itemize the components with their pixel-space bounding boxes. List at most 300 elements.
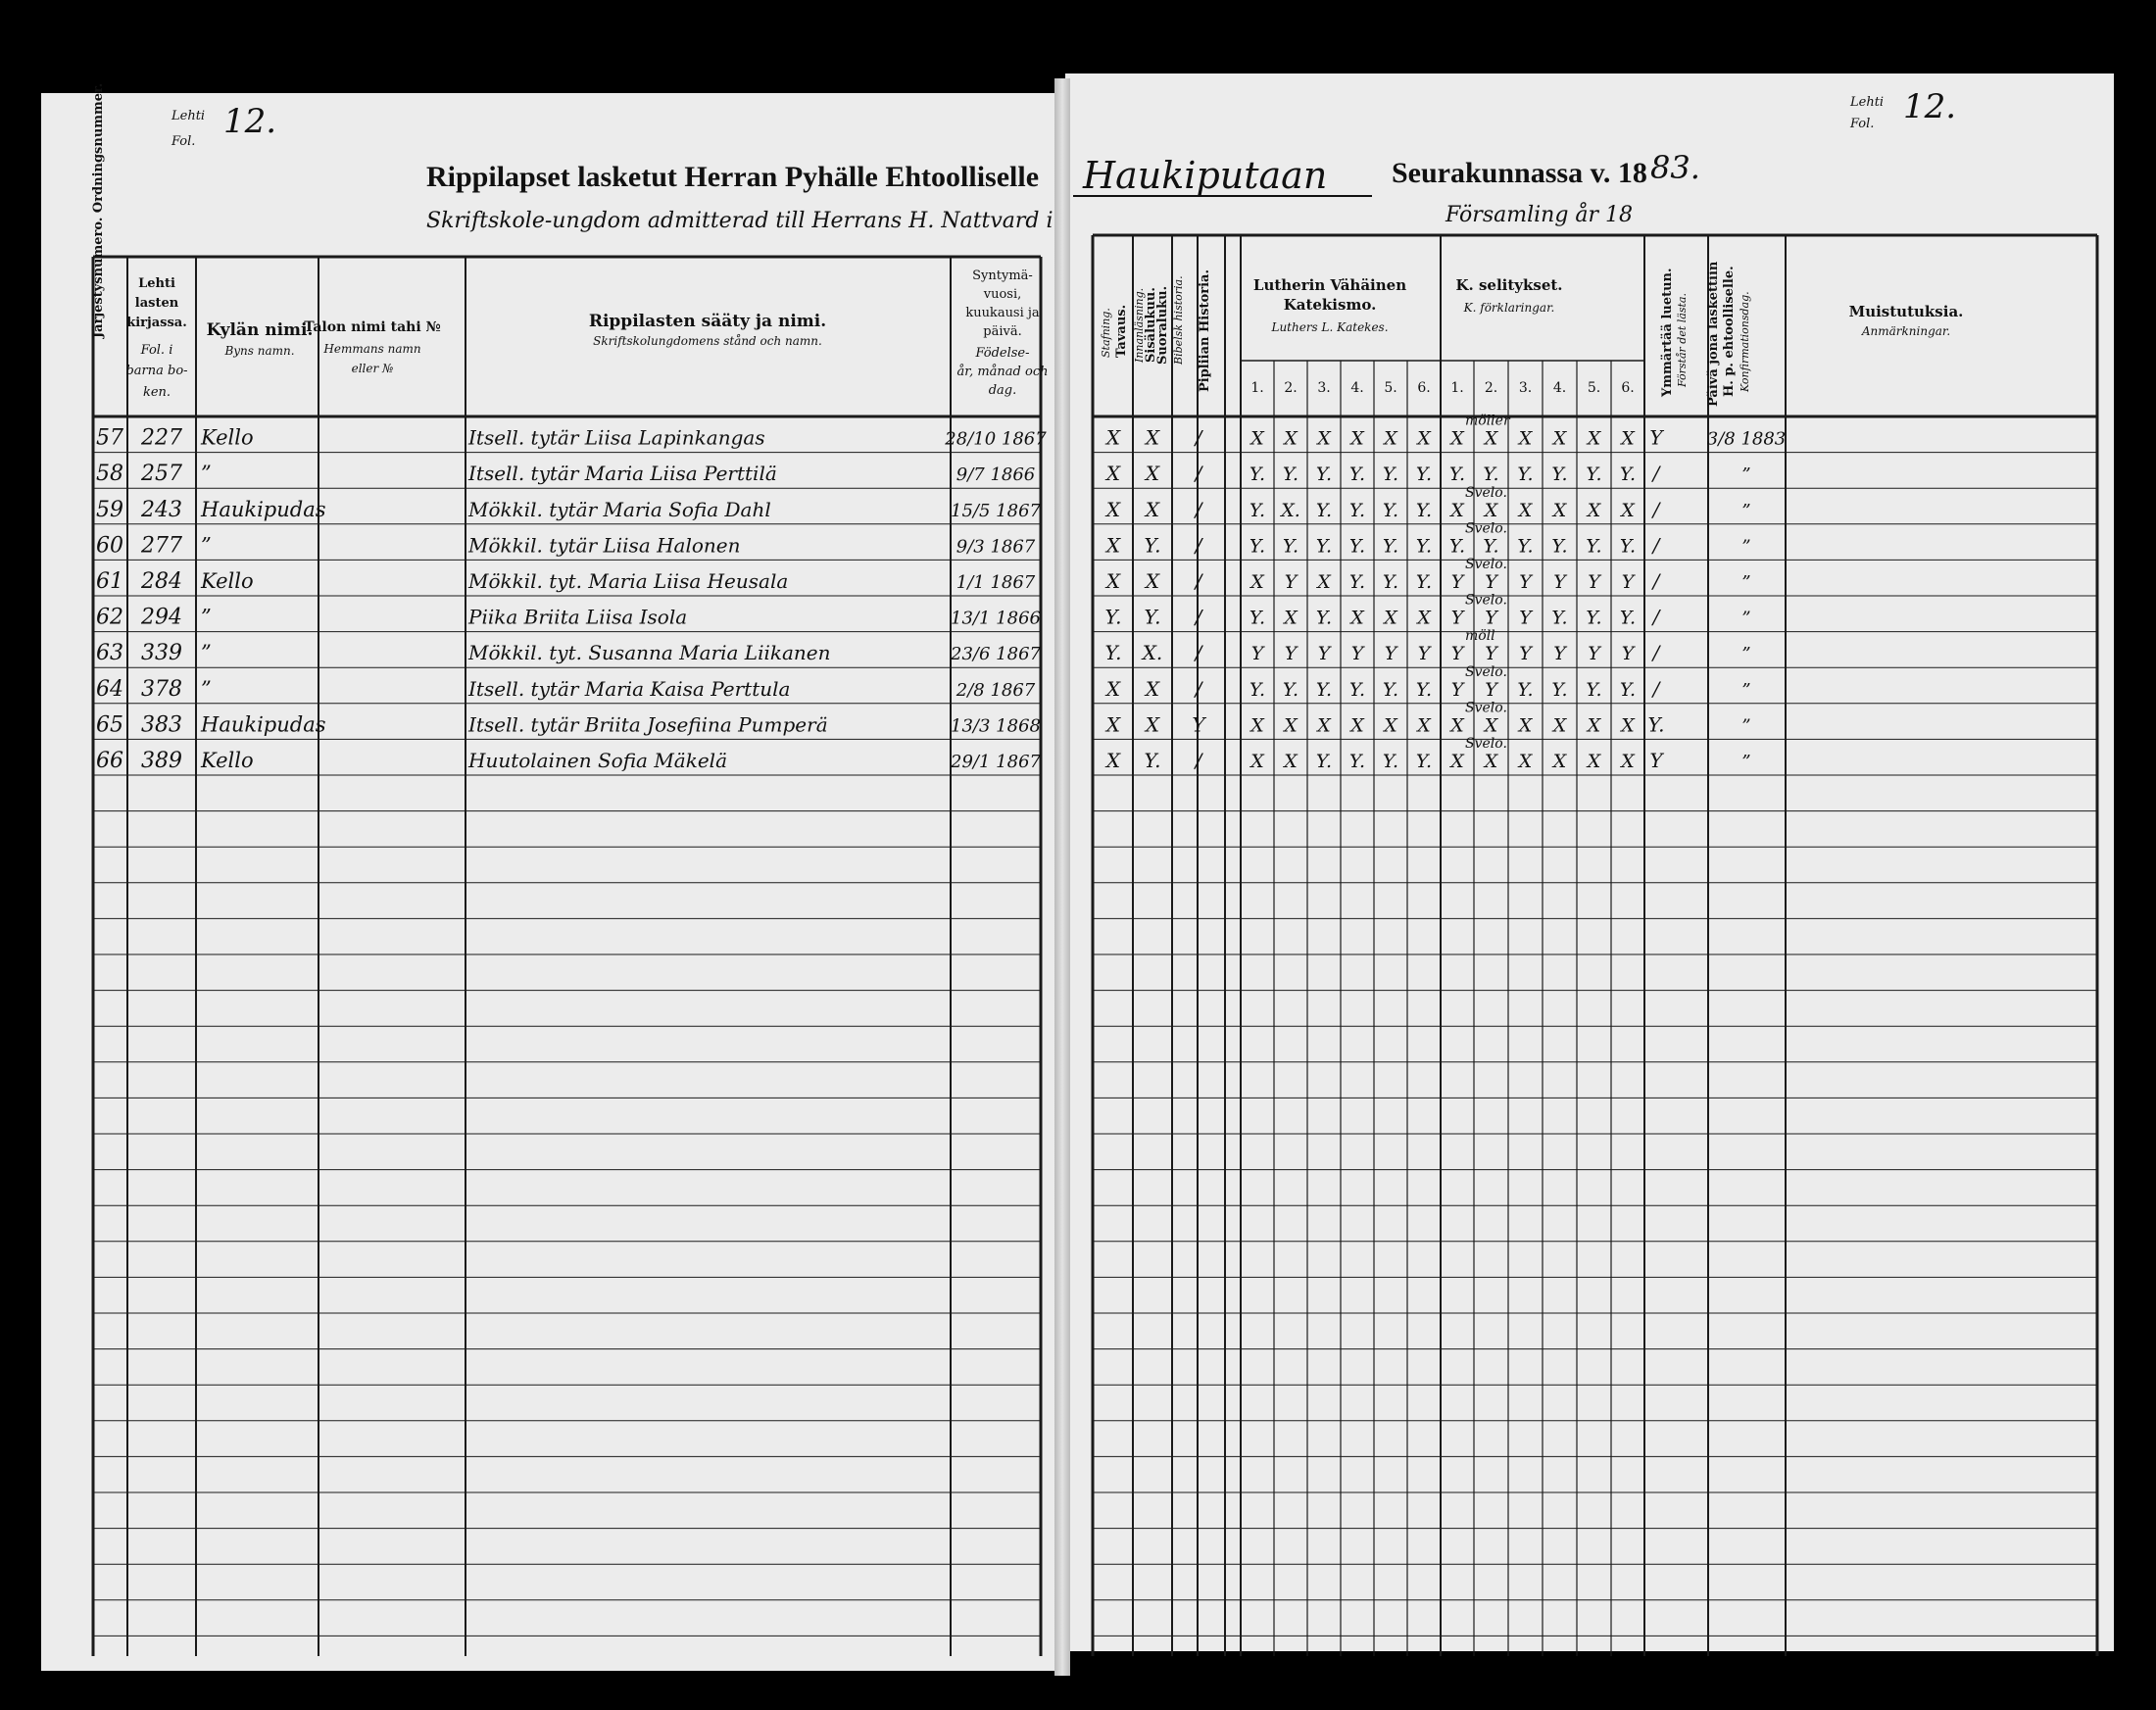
row-kselit-mark: Y.: [1483, 464, 1499, 486]
row-kselit-mark: X: [1518, 751, 1533, 772]
row-sisalukuu: X: [1145, 497, 1160, 521]
row-kselit-mark: Y.: [1619, 607, 1637, 629]
row-luther-mark: Y.: [1282, 535, 1299, 558]
row-kselit-note: Svelo.: [1465, 736, 1507, 752]
row-kselit-note: Svelo.: [1465, 700, 1507, 716]
row-confirmation-date: ”: [1741, 536, 1751, 558]
svg-text:päivä.: päivä.: [983, 324, 1022, 339]
row-kselit-mark: Y: [1485, 678, 1497, 701]
row-luther-mark: Y.: [1249, 678, 1266, 701]
col-kselit: K. selitykset.: [1455, 276, 1563, 294]
svg-text:Fol. i: Fol. i: [140, 343, 173, 358]
row-confirmation-date: ”: [1741, 679, 1751, 701]
row-kselit-mark: Y: [1588, 643, 1600, 665]
row-kselit-mark: Y.: [1517, 535, 1534, 558]
row-kselit-mark: Y: [1621, 643, 1635, 665]
table-row: [96, 664, 1751, 702]
row-luther-mark: Y.: [1249, 464, 1266, 486]
col-name: Rippilasten sääty ja nimi.: [588, 312, 827, 331]
row-luther-mark: X: [1284, 607, 1298, 629]
row-luther-mark: Y.: [1415, 571, 1433, 593]
row-suoraluku: /: [1195, 569, 1202, 593]
row-kselit-mark: Y: [1588, 571, 1600, 593]
row-confirmation-date: ”: [1741, 464, 1751, 486]
row-village: Haukipudas: [201, 712, 326, 737]
row-luther-mark: X: [1317, 714, 1331, 737]
row-kselit-mark: Y.: [1517, 464, 1534, 486]
row-confirmation-date: ”: [1741, 572, 1751, 593]
row-luther-mark: Y.: [1348, 535, 1366, 558]
row-kselit-mark: X: [1621, 751, 1635, 772]
row-ymmarta: Y: [1649, 425, 1663, 450]
row-kselit-mark: X: [1518, 427, 1533, 450]
row-kselit-mark: X: [1450, 499, 1464, 521]
row-ymmarta: /: [1652, 605, 1660, 629]
svg-text:dag.: dag.: [988, 383, 1017, 398]
row-luther-mark: Y: [1384, 643, 1397, 665]
row-luther-mark: Y.: [1382, 571, 1399, 593]
row-kselit-note: Svelo.: [1465, 520, 1507, 537]
row-suoraluku: /: [1195, 497, 1202, 521]
row-folio: 294: [141, 605, 182, 630]
row-sisalukuu: Y.: [1144, 605, 1161, 629]
row-luther-mark: Y.: [1282, 464, 1299, 486]
row-number: 66: [96, 749, 123, 773]
row-number: 63: [96, 641, 123, 666]
row-kselit-mark: Y.: [1551, 678, 1568, 701]
row-kselit-mark: Y.: [1448, 464, 1466, 486]
left-folio-label-2: Fol.: [172, 134, 196, 149]
row-kselit-note: möll: [1465, 628, 1495, 645]
row-kselit-mark: Y.: [1517, 678, 1534, 701]
row-suoraluku: Y: [1192, 712, 1205, 737]
row-folio: 378: [141, 676, 182, 702]
row-kselit-mark: Y.: [1586, 535, 1602, 558]
row-kselit-mark: Y.: [1586, 607, 1602, 629]
col-luther-1: Lutherin Vähäinen: [1252, 276, 1407, 294]
table-row: [96, 628, 1751, 665]
row-tavaus: Y.: [1104, 641, 1122, 665]
row-luther-mark: X: [1250, 714, 1264, 737]
svg-text:ken.: ken.: [142, 385, 172, 400]
title-fi: Rippilapset lasketut Herran Pyhälle Ehtoolliselle: [426, 161, 1040, 193]
col-remarks-sv: Anmärkningar.: [1861, 324, 1951, 338]
row-luther-mark: X: [1250, 751, 1264, 772]
row-luther-mark: Y.: [1382, 751, 1399, 772]
row-kselit-mark: X: [1552, 714, 1567, 737]
row-sisalukuu: Y.: [1144, 533, 1161, 558]
right-folio-label-1: Lehti: [1850, 95, 1885, 110]
row-luther-mark: Y.: [1382, 535, 1399, 558]
col-tavaus-sv: Stafning.: [1100, 308, 1112, 358]
row-luther-mark: Y.: [1348, 571, 1366, 593]
col-name-sv: Skriftskolungdomens stånd och namn.: [593, 334, 822, 348]
row-ymmarta: Y: [1649, 749, 1663, 772]
row-ymmarta: /: [1652, 462, 1660, 486]
row-name: Itsell. tytär Maria Liisa Perttilä: [468, 462, 777, 486]
row-village: ”: [201, 533, 212, 558]
row-kselit-mark: X: [1587, 499, 1601, 521]
row-folio: 339: [141, 641, 182, 666]
row-kselit-mark: Y: [1519, 571, 1532, 593]
row-name: Itsell. tytär Maria Kaisa Perttula: [468, 676, 791, 701]
row-number: 57: [96, 425, 123, 451]
row-ymmarta: /: [1652, 641, 1660, 665]
luther-sub-number: 6.: [1417, 380, 1431, 396]
col-birth: [957, 269, 1049, 398]
row-folio: 257: [141, 462, 182, 487]
row-kselit-mark: Y.: [1551, 535, 1568, 558]
svg-text:lasten: lasten: [134, 296, 179, 311]
row-luther-mark: X: [1250, 427, 1264, 450]
row-tavaus: X: [1105, 712, 1121, 737]
col-farm-sv-2: eller №: [351, 362, 394, 375]
row-luther-mark: X: [1384, 714, 1397, 737]
row-luther-mark: X: [1284, 714, 1298, 737]
row-kselit-mark: Y.: [1619, 464, 1637, 486]
table-row: [96, 557, 1751, 594]
row-kselit-note: möller: [1465, 413, 1510, 429]
row-sisalukuu: X: [1145, 569, 1160, 593]
col-order-no: Järjestysnumero. Ordningsnummer.: [91, 82, 106, 338]
row-tavaus: X: [1105, 425, 1121, 450]
row-luther-mark: Y.: [1315, 678, 1333, 701]
row-birth: 29/1 1867: [951, 752, 1041, 772]
row-folio: 277: [141, 533, 182, 559]
row-kselit-mark: Y: [1450, 678, 1464, 701]
row-name: Mökkil. tytär Maria Sofia Dahl: [468, 497, 771, 521]
row-name: Huutolainen Sofia Mäkelä: [468, 749, 727, 772]
row-kselit-mark: X: [1587, 751, 1601, 772]
row-luther-mark: X: [1384, 427, 1397, 450]
row-kselit-mark: Y: [1553, 571, 1566, 593]
table-row: [96, 414, 1786, 451]
row-confirmation-date: ”: [1741, 608, 1751, 629]
row-birth: 9/7 1866: [956, 464, 1036, 486]
row-luther-mark: Y.: [1348, 678, 1366, 701]
row-luther-mark: Y.: [1249, 499, 1266, 521]
row-birth: 9/3 1867: [956, 536, 1036, 558]
right-folio-label-2: Fol.: [1850, 117, 1875, 131]
row-name: Mökkil. tyt. Susanna Maria Liikanen: [468, 641, 831, 665]
year-handwritten: 83.: [1650, 149, 1700, 186]
row-confirmation-date: ”: [1741, 500, 1751, 521]
row-luther-mark: X: [1350, 714, 1364, 737]
row-tavaus: Y.: [1104, 605, 1122, 629]
col-suoraluku: Suoraluku.: [1155, 285, 1170, 365]
row-village: Kello: [201, 749, 254, 772]
row-kselit-mark: X: [1518, 499, 1533, 521]
row-kselit-mark: Y: [1450, 643, 1464, 665]
kselit-sub-number: 1.: [1450, 380, 1464, 396]
left-folio-label-1: Lehti: [172, 109, 206, 123]
row-suoraluku: /: [1195, 425, 1202, 450]
row-luther-mark: X: [1284, 751, 1298, 772]
row-luther-mark: Y.: [1315, 464, 1333, 486]
row-luther-mark: Y.: [1415, 535, 1433, 558]
row-kselit-note: Svelo.: [1465, 557, 1507, 572]
row-village: ”: [201, 605, 212, 629]
row-suoraluku: /: [1195, 749, 1202, 772]
col-village: Kylän nimi.: [206, 320, 314, 340]
table-row: [96, 485, 1751, 522]
row-kselit-mark: X: [1450, 427, 1464, 450]
col-ymmarta: Ymmärtää luetun.: [1660, 268, 1675, 397]
row-kselit-mark: X: [1450, 751, 1464, 772]
row-folio: 389: [141, 749, 182, 773]
row-ymmarta: /: [1652, 676, 1660, 701]
svg-text:barna bo-: barna bo-: [125, 364, 188, 378]
parish-name: Haukiputaan: [1083, 154, 1328, 197]
col-ymmarta-sv: Förstår det lästa.: [1676, 293, 1689, 387]
row-kselit-mark: Y: [1485, 607, 1497, 629]
row-luther-mark: Y.: [1382, 678, 1399, 701]
right-folio-number: 12.: [1903, 87, 1957, 126]
row-confirmation-date: ”: [1741, 644, 1751, 665]
row-name: Piika Briita Liisa Isola: [468, 605, 688, 629]
row-confirmation-date: ”: [1741, 715, 1751, 737]
entries: [96, 414, 1786, 773]
row-number: 65: [96, 712, 123, 738]
row-number: 58: [96, 462, 123, 487]
row-village: Haukipudas: [201, 497, 326, 521]
table-row: [96, 736, 1751, 773]
col-sisalukuu: Sisälukuu.: [1144, 287, 1158, 363]
row-folio: 243: [141, 497, 182, 522]
row-name: Itsell. tytär Liisa Lapinkangas: [468, 425, 765, 450]
row-confirmation-date: ”: [1741, 752, 1751, 772]
luther-sub-number: 3.: [1317, 380, 1331, 396]
col-kselit-sv: K. förklaringar.: [1463, 301, 1555, 315]
row-kselit-mark: X: [1621, 499, 1635, 521]
row-suoraluku: /: [1195, 462, 1202, 486]
row-sisalukuu: X: [1145, 712, 1160, 737]
row-birth: 13/1 1866: [951, 608, 1041, 629]
row-ymmarta: Y.: [1647, 712, 1665, 737]
row-kselit-mark: X: [1587, 714, 1601, 737]
row-luther-mark: Y.: [1249, 535, 1266, 558]
row-number: 61: [96, 569, 123, 594]
col-suoraluku-sv: Bibelsk historia.: [1172, 275, 1185, 365]
row-kselit-mark: X: [1621, 427, 1635, 450]
row-kselit-mark: X: [1450, 714, 1464, 737]
svg-text:kirjassa.: kirjassa.: [126, 316, 187, 330]
row-luther-mark: Y: [1317, 643, 1331, 665]
row-luther-mark: X: [1350, 607, 1364, 629]
row-luther-mark: X: [1317, 427, 1331, 450]
svg-text:Syntymä-: Syntymä-: [972, 269, 1033, 283]
luther-sub-number: 5.: [1384, 380, 1397, 396]
subtitle-sv: Skriftskole-ungdom admitterad till Herrans H. Nattvard i: [426, 209, 1054, 233]
row-village: Kello: [201, 569, 254, 593]
row-folio: 383: [141, 712, 182, 738]
row-luther-mark: X: [1350, 427, 1364, 450]
row-luther-mark: X: [1384, 607, 1397, 629]
row-tavaus: X: [1105, 497, 1121, 521]
row-luther-mark: X: [1284, 427, 1298, 450]
col-lehti: [125, 276, 187, 400]
col-luther-2: Katekismo.: [1283, 296, 1377, 314]
col-farm: Talon nimi tahi №: [304, 319, 441, 335]
row-luther-mark: Y.: [1249, 607, 1266, 629]
col-paiva-1: Päivä jona laskettiin: [1706, 261, 1721, 407]
row-luther-mark: Y.: [1382, 499, 1399, 521]
row-kselit-mark: X: [1484, 751, 1498, 772]
row-kselit-mark: X: [1484, 499, 1498, 521]
row-number: 62: [96, 605, 123, 630]
row-ymmarta: /: [1652, 569, 1660, 593]
row-kselit-mark: X: [1484, 714, 1498, 737]
row-birth: 2/8 1867: [956, 679, 1036, 701]
left-folio-number: 12.: [223, 102, 277, 141]
row-tavaus: X: [1105, 676, 1121, 701]
row-birth: 28/10 1867: [945, 428, 1047, 450]
row-kselit-mark: X: [1552, 751, 1567, 772]
row-luther-mark: Y.: [1348, 464, 1366, 486]
row-birth: 1/1 1867: [956, 572, 1036, 593]
row-luther-mark: Y: [1350, 643, 1364, 665]
row-name: Mökkil. tytär Liisa Halonen: [468, 533, 741, 558]
row-birth: 15/5 1867: [951, 500, 1041, 521]
row-suoraluku: /: [1195, 641, 1202, 665]
row-luther-mark: Y.: [1415, 751, 1433, 772]
row-folio: 227: [141, 425, 182, 451]
row-kselit-mark: X: [1552, 427, 1567, 450]
table-row: [96, 700, 1751, 737]
row-kselit-note: Svelo.: [1465, 484, 1507, 501]
luther-sub-number: 4.: [1350, 380, 1364, 396]
row-number: 60: [96, 533, 123, 559]
row-luther-mark: Y: [1250, 643, 1264, 665]
row-kselit-mark: Y: [1485, 571, 1497, 593]
row-kselit-mark: Y.: [1619, 678, 1637, 701]
row-village: Kello: [201, 425, 254, 450]
row-number: 59: [96, 497, 123, 522]
row-luther-mark: Y.: [1415, 678, 1433, 701]
kselit-sub-number: 6.: [1621, 380, 1635, 396]
row-name: Mökkil. tyt. Maria Liisa Heusala: [468, 569, 789, 593]
row-sisalukuu: X: [1145, 425, 1160, 450]
row-sisalukuu: X: [1145, 676, 1160, 701]
row-ymmarta: /: [1652, 497, 1660, 521]
luther-sub-number: 1.: [1250, 380, 1264, 396]
row-folio: 284: [141, 569, 182, 594]
luther-sub-number: 2.: [1284, 380, 1298, 396]
col-remarks: Muistutuksia.: [1848, 303, 1964, 320]
col-sisalukuu-sv: Innanläsning.: [1133, 287, 1146, 363]
row-tavaus: X: [1105, 533, 1121, 558]
row-number: 64: [96, 676, 123, 702]
row-kselit-mark: X: [1552, 499, 1567, 521]
row-kselit-mark: Y.: [1448, 535, 1466, 558]
row-luther-mark: Y.: [1315, 607, 1333, 629]
title-fi-right: Seurakunnassa v. 18: [1392, 157, 1647, 189]
row-kselit-mark: Y.: [1551, 607, 1568, 629]
row-luther-mark: Y.: [1348, 499, 1366, 521]
row-kselit-mark: Y: [1450, 571, 1464, 593]
kselit-sub-number: 3.: [1518, 380, 1533, 396]
row-luther-mark: Y.: [1348, 751, 1366, 772]
svg-text:vuosi,: vuosi,: [983, 287, 1022, 302]
row-luther-mark: X.: [1281, 499, 1300, 521]
row-luther-mark: X: [1317, 571, 1331, 593]
col-farm-sv-1: Hemmans namn: [323, 342, 421, 356]
row-sisalukuu: X: [1145, 462, 1160, 486]
row-luther-mark: Y.: [1415, 464, 1433, 486]
table-row: [96, 462, 1751, 486]
col-piplia: Pipliian Historia.: [1198, 269, 1212, 392]
col-paiva-sv: Konfirmationsdag.: [1739, 291, 1751, 392]
row-kselit-mark: Y: [1485, 643, 1497, 665]
row-kselit-mark: Y.: [1586, 678, 1602, 701]
row-kselit-mark: Y: [1519, 607, 1532, 629]
col-village-sv: Byns namn.: [224, 344, 295, 358]
row-kselit-mark: Y: [1553, 643, 1566, 665]
row-village: ”: [201, 641, 212, 665]
kselit-sub-number: 2.: [1484, 380, 1498, 396]
row-luther-mark: Y: [1284, 643, 1298, 665]
row-luther-mark: X: [1417, 714, 1431, 737]
subtitle-sv-right: Församling år 18: [1446, 203, 1634, 227]
ruled-grid: [93, 235, 2097, 1656]
table-row: [96, 593, 1751, 630]
row-village: ”: [201, 462, 212, 486]
row-tavaus: X: [1105, 462, 1121, 486]
row-birth: 23/6 1867: [951, 644, 1041, 665]
row-name: Itsell. tytär Briita Josefiina Pumperä: [468, 712, 828, 737]
col-paiva-2: H. p. ehtoolliselle.: [1722, 266, 1737, 397]
row-kselit-mark: X: [1587, 427, 1601, 450]
row-ymmarta: /: [1652, 533, 1660, 558]
row-luther-mark: Y.: [1315, 751, 1333, 772]
svg-text:år, månad och: år, månad och: [956, 365, 1049, 379]
row-kselit-mark: X: [1518, 714, 1533, 737]
row-luther-mark: Y.: [1382, 464, 1399, 486]
row-birth: 13/3 1868: [951, 715, 1041, 737]
row-kselit-mark: Y.: [1619, 535, 1637, 558]
row-sisalukuu: X.: [1142, 641, 1163, 665]
row-luther-mark: X: [1250, 571, 1264, 593]
table-row: [96, 520, 1751, 558]
row-suoraluku: /: [1195, 605, 1202, 629]
row-tavaus: X: [1105, 569, 1121, 593]
row-luther-mark: Y.: [1415, 499, 1433, 521]
row-sisalukuu: Y.: [1144, 749, 1161, 772]
row-kselit-mark: X: [1484, 427, 1498, 450]
col-luther-sv: Luthers L. Katekes.: [1271, 320, 1389, 334]
row-luther-mark: Y: [1417, 643, 1431, 665]
row-village: ”: [201, 676, 212, 701]
row-tavaus: X: [1105, 749, 1121, 772]
row-confirmation-date: 3/8 1883: [1706, 428, 1787, 450]
row-kselit-mark: Y: [1621, 571, 1635, 593]
row-luther-mark: X: [1417, 607, 1431, 629]
row-luther-mark: Y.: [1315, 499, 1333, 521]
svg-text:kuukausi ja: kuukausi ja: [965, 306, 1040, 320]
row-kselit-mark: Y.: [1551, 464, 1568, 486]
row-kselit-mark: Y: [1519, 643, 1532, 665]
col-tavaus: Tavaus.: [1114, 304, 1129, 358]
row-kselit-mark: X: [1621, 714, 1635, 737]
row-kselit-note: Svelo.: [1465, 592, 1507, 609]
row-kselit-mark: Y.: [1586, 464, 1602, 486]
svg-text:Lehti: Lehti: [138, 276, 175, 291]
row-luther-mark: Y.: [1282, 678, 1299, 701]
row-luther-mark: Y.: [1315, 535, 1333, 558]
row-kselit-mark: Y: [1450, 607, 1464, 629]
row-suoraluku: /: [1195, 533, 1202, 558]
row-suoraluku: /: [1195, 676, 1202, 701]
